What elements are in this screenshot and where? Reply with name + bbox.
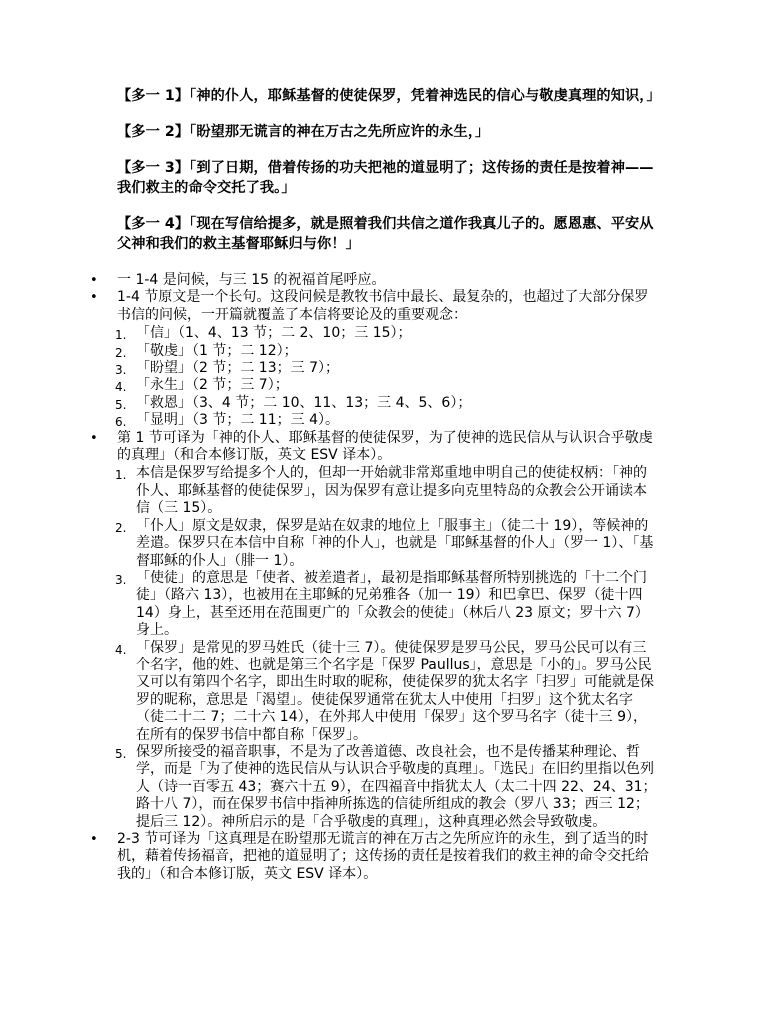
explanation-item xyxy=(117,570,657,640)
explanation-text: 「仆人」原文是奴隶，保罗是站在奴隶的地位上「服事主」（徒二十 19），等候神的差遣。保罗只在本信中自称「神的仆人」，也就是「耶稣基督的仆人」（罗一 1）、「基督耶稣的仆人」（腓一 1）。 xyxy=(136,517,654,569)
explanation-item xyxy=(117,640,657,744)
concept-text: 「救恩」（3、4 节；二 10、11、13；三 4、5、6）； xyxy=(136,394,472,411)
explanation-item xyxy=(117,744,657,831)
verse-2: 【多一 2】「盼望那无谎言的神在万古之先所应许的永生，」 xyxy=(117,124,490,140)
concept-text: 「盼望」（2 节；二 13；三 7）； xyxy=(136,360,339,377)
list-number: 1. xyxy=(115,328,127,343)
note-item xyxy=(117,831,657,883)
explanation-item xyxy=(117,465,657,517)
concept-item xyxy=(117,343,657,360)
list-number: 5. xyxy=(115,397,127,412)
concept-item xyxy=(117,377,657,394)
list-number: 3. xyxy=(115,572,127,587)
verse-3: 【多一 3】「到了日期，借着传扬的功夫把祂的道显明了；这传扬的责任是按着神——我们救主的命令交托了我。」 xyxy=(117,160,654,196)
note-text: 一 1-4 是问候，与三 15 的祝福首尾呼应。 xyxy=(117,272,386,288)
verse-4: 【多一 4】「现在写信给提多，就是照着我们共信之道作我真儿子的。愿恩惠、平安从父神和我们的救主基督耶稣归与你！」 xyxy=(117,216,654,252)
explanation-list xyxy=(117,465,657,831)
concept-text: 「永生」（2 节；三 7）； xyxy=(136,377,289,394)
explanation-text: 「使徒」的意思是「使者、被差遣者」，最初是指耶稣基督所特别挑选的「十二个门徒」（路六 13），也被用在主耶稣的兄弟雅各（加一 19）和巴拿巴、保罗（徒十四 14）身上，甚至还用在范围更广的「众教会的使徒」（林后八 23 原文；罗十六 7）身上。 xyxy=(136,569,649,639)
list-number: 1. xyxy=(115,468,127,483)
list-number: 3. xyxy=(115,363,127,378)
note-item xyxy=(117,289,657,429)
concept-item xyxy=(117,360,657,377)
note-item xyxy=(117,430,657,831)
verse-block xyxy=(117,86,661,270)
explanation-item xyxy=(117,518,657,570)
list-number: 2. xyxy=(115,345,127,360)
note-text: 1-4 节原文是一个长句。这段问候是教牧书信中最长、最复杂的，也超过了大部分保罗书信的问候，一开篇就覆盖了本信将要论及的重要观念： xyxy=(117,289,649,323)
list-number: 5. xyxy=(115,746,127,761)
note-item xyxy=(117,272,657,289)
concept-item xyxy=(117,395,657,412)
list-number: 6. xyxy=(115,415,127,430)
concept-item xyxy=(117,325,657,342)
list-number: 4. xyxy=(115,642,127,657)
explanation-text: 本信是保罗写给提多个人的，但却一开始就非常郑重地申明自己的使徒权柄：「神的仆人、耶稣基督的使徒保罗」，因为保罗有意让提多向克里特岛的众教会公开诵读本信（三 15）。 xyxy=(136,465,647,517)
explanation-text: 保罗所接受的福音职事，不是为了改善道德、改良社会，也不是传播某种理论、哲学，而是「为了使神的选民信从与认识合乎敬虔的真理」。「选民」在旧约里指以色列人（诗一百零五 43；赛六十五 9），在四福音中指犹太人（太二十四 22、24、31；路十八 7），而在保罗书信中指神所拣选的信徒所组成的教会（罗八 33；西三 12；提后三 12）。神所启示的是「合乎敬虔的真理」，这种真理必然会导致敬虔。 xyxy=(136,743,657,830)
verse-1: 【多一 1】「神的仆人，耶稣基督的使徒保罗，凭着神选民的信心与敬虔真理的知识，」 xyxy=(117,88,661,104)
concept-list xyxy=(117,325,657,429)
note-text: 第 1 节可译为「神的仆人、耶稣基督的使徒保罗，为了使神的选民信从与认识合乎敬虔的真理」（和合本修订版，英文 ESV 译本）。 xyxy=(117,429,653,464)
notes-section xyxy=(117,272,657,883)
concept-text: 「显明」（3 节；二 11；三 4）。 xyxy=(136,412,339,429)
list-number: 2. xyxy=(115,520,127,535)
list-number: 4. xyxy=(115,380,127,395)
concept-text: 「信」（1、4、13 节；二 2、10；三 15）； xyxy=(136,325,412,342)
concept-text: 「敬虔」（1 节；二 12）； xyxy=(136,342,298,359)
concept-item xyxy=(117,412,657,429)
explanation-text: 「保罗」是常见的罗马姓氏（徒十三 7）。使徒保罗是罗马公民，罗马公民可以有三个名字，他的姓、也就是第三个名字是「保罗 Paullus」，意思是「小的」。罗马公民又可以有第四个名字，即出生时取的昵称，使徒保罗的犹太名字「扫罗」可能就是保罗的昵称，意思是「渴望」。使徒保罗通常在犹太人中使用「扫罗」这个犹太名字（徒二十二 7；二十六 14），在外邦人中使用「保罗」这个罗马名字（徒十三 9），在所有的保罗书信中都自称「保罗」。 xyxy=(136,639,654,743)
note-text: 2-3 节可译为「这真理是在盼望那无谎言的神在万古之先所应许的永生，到了适当的时机，藉着传扬福音，把祂的道显明了；这传扬的责任是按着我们的救主神的命令交托给我的」（和合本修订版，英文 ESV 译本）。 xyxy=(117,831,649,882)
notes-list xyxy=(117,272,657,883)
